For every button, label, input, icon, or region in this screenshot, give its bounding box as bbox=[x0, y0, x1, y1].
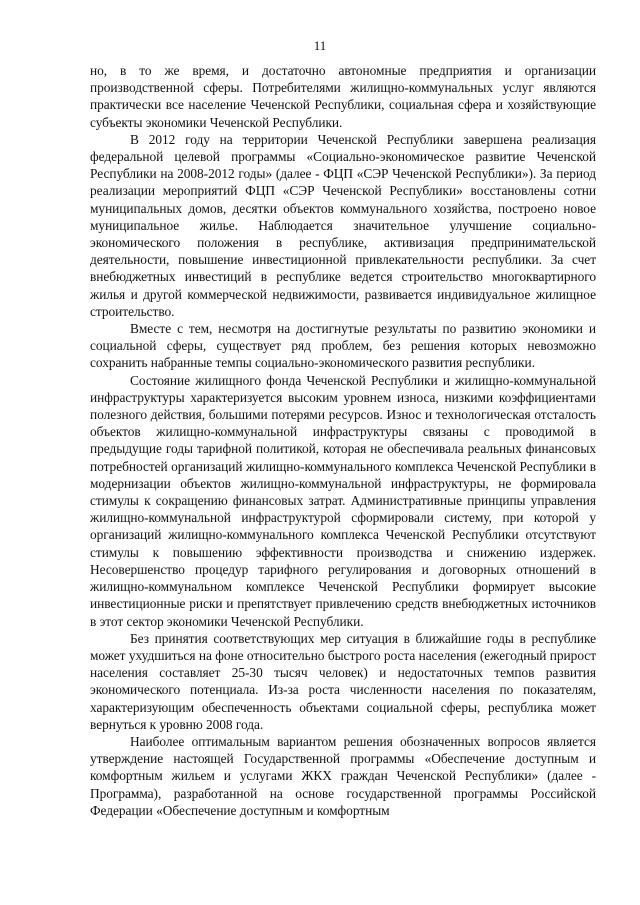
paragraph-problems: Вместе с тем, несмотря на достигнутые результаты по развитию экономики и социальной сферы, существует ряд проблем, без решения которых невозможно сохранить набранные темпы социально-экономического развития республики. bbox=[90, 321, 596, 371]
body-text bbox=[90, 62, 596, 819]
page-number: 11 bbox=[313, 38, 327, 53]
paragraph-continuation: но, в то же время, и достаточно автономные предприятия и организации производственной сферы. Потребителями жилищно-коммунальных услуг являются практически все население Чеченской Республики, социальная сфера и хозяйствующие субъекты экономики Чеченской Республики. bbox=[90, 63, 596, 130]
paragraph-program-solution: Наиболее оптимальным вариантом решения обозначенных вопросов является утверждение настоящей Государственной программы «Обеспечение доступным и комфортным жильем и услугами ЖКХ граждан Чеченской Республики» (далее - Программа), разработанной на основе государственной программы Российской Федерации «Обеспечение доступным и комфортным bbox=[90, 733, 596, 818]
paragraph-housing-state: Состояние жилищного фонда Чеченской Республики и жилищно-коммунальной инфраструктуры характеризуется высоким уровнем износа, низкими коэффициентами полезного действия, большими потерями ресурсов. Износ и технологическая отсталость объектов жилищно-коммунальной инфраструктуры связаны с проводимой в предыдущие годы тарифной политикой, которая не обеспечивала реальных финансовых потребностей организаций жилищно-коммунального комплекса Чеченской Республики в модернизации объектов жилищно-коммунальной инфраструктуры, не формировала стимулы к сокращению финансовых затрат. Административные принципы управления жилищно-коммунальной инфраструктурой сформировали систему, при которой у организаций жилищно-коммунального комплекса Чеченской Республики отсутствуют стимулы к повышению эффективности производства и снижению издержек. Несовершенство процедур тарифного регулирования и договорных отношений в жилищно-коммунальном комплексе Чеченской Республики формирует высокие инвестиционные риски и препятствует привлечению средств внебюджетных источников в этот сектор экономики Чеченской Республики. bbox=[90, 372, 596, 629]
paragraph-population-growth: Без принятия соответствующих мер ситуация в ближайшие годы в республике может ухудшиться на фоне относительно быстрого роста населения (ежегодный прирост населения составляет 25-30 тысяч человек) и недостаточных темпов развития экономического потенциала. Из-за роста численности населения по показателям, характеризующим обеспеченность объектами социальной сферы, республика может вернуться к уровню 2008 года. bbox=[90, 630, 596, 732]
paragraph-fcp-results: В 2012 году на территории Чеченской Республики завершена реализация федеральной целевой программы «Социально-экономическое развитие Чеченской Республики на 2008-2012 годы» (далее - ФЦП «СЭР Чеченской Республики»). За период реализации мероприятий ФЦП «СЭР Чеченской Республики» восстановлены сотни муниципальных домов, десятки объектов коммунального хозяйства, построено новое муниципальное жилье. Наблюдается значительное улучшение социально-экономического положения в республике, активизация предпринимательской деятельности, повышение инвестиционной привлекательности республики. За счет внебюджетных инвестиций в республике ведется строительство многоквартирного жилья и другой коммерческой недвижимости, развивается индивидуальное жилищное строительство. bbox=[90, 131, 596, 319]
